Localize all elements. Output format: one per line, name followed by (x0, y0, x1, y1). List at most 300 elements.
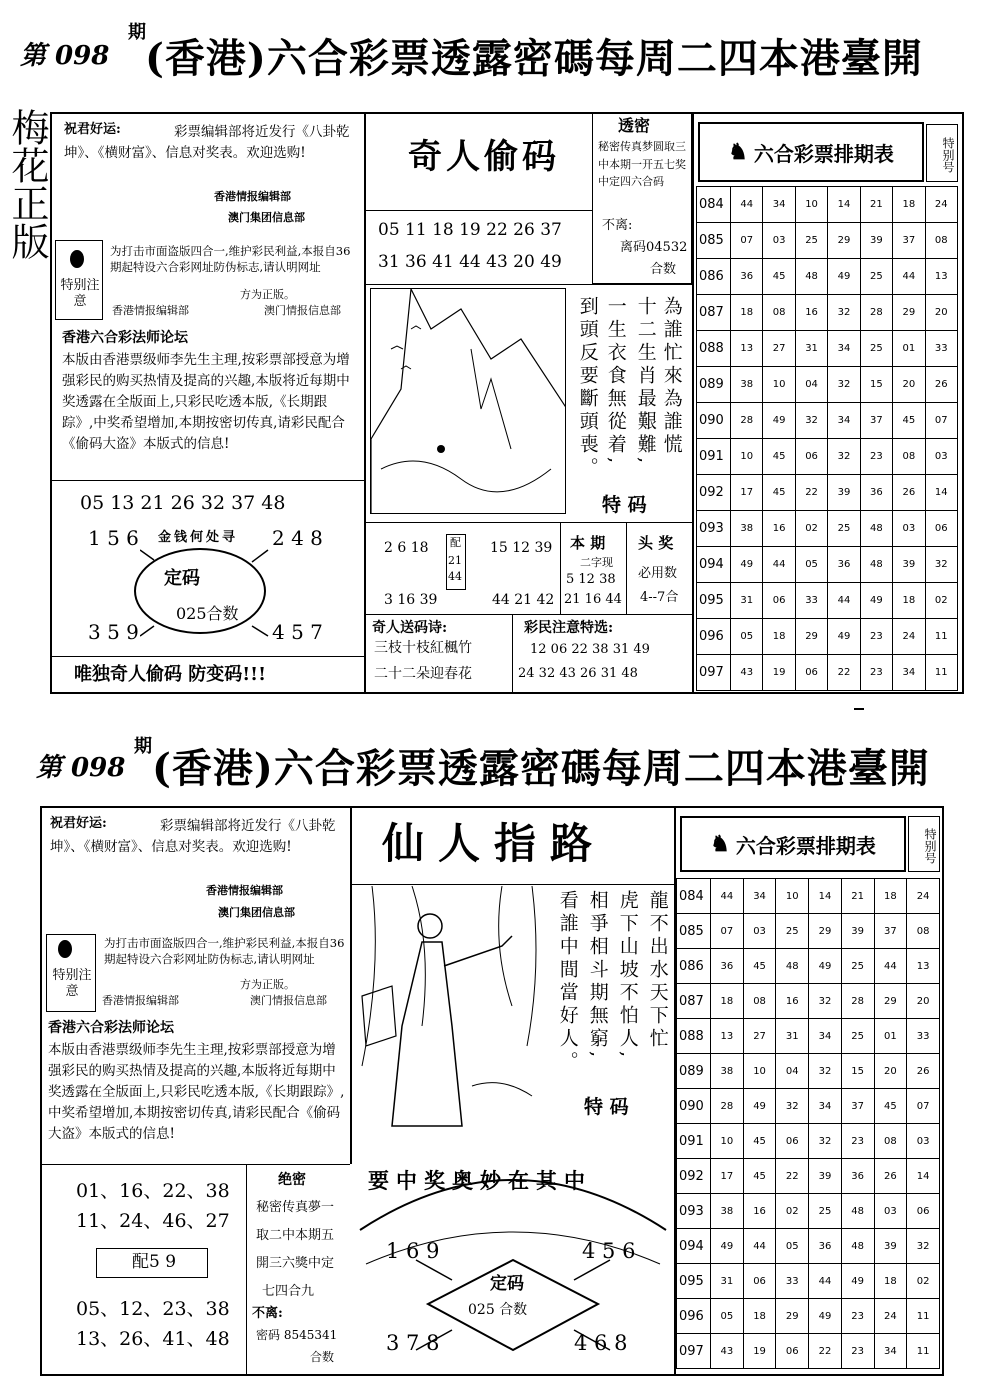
schedule-row (677, 1264, 940, 1299)
schedule-number: 05 (711, 1299, 744, 1334)
bottom-left-top-num: 1 6 9 (386, 1239, 440, 1263)
schedule-row (697, 655, 958, 691)
bottom-pei-label: 配5 9 (132, 1252, 177, 1272)
separator-mark (854, 708, 864, 710)
top-gift-divider (366, 614, 692, 615)
schedule-number: 34 (893, 655, 925, 691)
schedule-number: 48 (841, 1229, 874, 1264)
schedule-number: 22 (776, 1159, 809, 1194)
schedule-number: 25 (860, 331, 892, 367)
bottom-headline: (香港)六合彩票透露密碼每周二四本港臺開 (152, 745, 930, 792)
bottom-forum-title: 香港六合彩法师论坛 (48, 1020, 174, 1036)
schedule-number: 16 (776, 984, 809, 1019)
schedule-number: 18 (893, 187, 925, 223)
schedule-number: 06 (776, 1124, 809, 1159)
schedule-number: 08 (893, 439, 925, 475)
schedule-number: 49 (763, 403, 795, 439)
schedule-row (697, 619, 958, 655)
schedule-issue: 094 (677, 1229, 711, 1264)
schedule-number: 25 (795, 223, 827, 259)
top-toujiang-label: 头 奖 (638, 534, 674, 552)
schedule-number: 07 (925, 403, 957, 439)
schedule-row (677, 1334, 940, 1369)
schedule-number: 24 (925, 187, 957, 223)
schedule-row (697, 475, 958, 511)
schedule-number: 29 (893, 295, 925, 331)
schedule-number: 29 (874, 984, 907, 1019)
top-forum-title: 香港六合彩法师论坛 (62, 330, 188, 346)
schedule-number: 43 (711, 1334, 744, 1369)
top-mid-divider (366, 210, 592, 211)
bottom-notice-text: 为打击市面盗版四合一,维护彩民利益,本报自36期起特设六合彩网址防伪标志,请认明网址 (104, 936, 345, 966)
top-mini-top: 2 6 18 (384, 540, 429, 556)
top-title-box: 奇人偷码 (408, 137, 560, 177)
schedule-number: 49 (860, 583, 892, 619)
bottom-illustration (352, 886, 546, 1140)
schedule-number: 20 (893, 367, 925, 403)
top-left-top-num: 1 5 6 (88, 526, 139, 550)
schedule-number: 49 (828, 259, 860, 295)
bottom-left-hdiv (40, 1164, 350, 1165)
schedule-row (677, 949, 940, 984)
bottom-greeting-sign2: 澳门集团信息部 (218, 906, 295, 919)
top-mini-right-top: 15 12 39 (490, 540, 553, 556)
schedule-issue: 086 (677, 949, 711, 984)
schedule-number: 20 (907, 984, 940, 1019)
bottom-notice-sign1: 香港情报编辑部 (102, 994, 179, 1007)
top-sched-vdiv (692, 112, 694, 694)
schedule-number: 45 (763, 475, 795, 511)
schedule-number: 20 (925, 295, 957, 331)
top-notice2-title: 彩民注意特选: (524, 620, 614, 636)
schedule-number: 32 (809, 1054, 842, 1089)
schedule-number: 34 (828, 331, 860, 367)
schedule-issue: 090 (677, 1089, 711, 1124)
top-arc-text: 金钱何处寻 (158, 530, 239, 545)
schedule-number: 49 (711, 1229, 744, 1264)
top-divider-2 (50, 656, 366, 657)
schedule-number: 32 (925, 547, 957, 583)
schedule-number: 18 (874, 1264, 907, 1299)
schedule-number: 48 (860, 511, 892, 547)
top-divider-1 (50, 480, 366, 481)
schedule-number: 23 (860, 619, 892, 655)
schedule-number: 48 (841, 1194, 874, 1229)
bottom-schedule-table (676, 878, 940, 1369)
schedule-number: 13 (907, 949, 940, 984)
top-secret-title: 透密 (618, 116, 651, 135)
schedule-number: 39 (893, 547, 925, 583)
bottom-right-bottom-num: 4 6 8 (574, 1331, 628, 1355)
schedule-number: 48 (860, 547, 892, 583)
schedule-number: 07 (731, 223, 763, 259)
schedule-number: 28 (711, 1089, 744, 1124)
schedule-number: 29 (776, 1299, 809, 1334)
schedule-issue: 095 (677, 1264, 711, 1299)
schedule-number: 14 (925, 475, 957, 511)
schedule-number: 32 (776, 1089, 809, 1124)
bottom-right-top-num: 4 5 6 (582, 1239, 636, 1263)
schedule-number: 49 (731, 547, 763, 583)
top-schedule-table (696, 186, 958, 691)
schedule-number: 06 (795, 655, 827, 691)
top-schedule-title-text: 六合彩票排期表 (753, 141, 894, 166)
schedule-number: 33 (776, 1264, 809, 1299)
top-mini-mid-2: 44 (448, 570, 462, 583)
top-mini-vdiv1 (560, 522, 561, 614)
schedule-number: 23 (860, 655, 892, 691)
schedule-number: 48 (795, 259, 827, 295)
schedule-number: 39 (809, 1159, 842, 1194)
bottom-poem-col4: 看誰中間當好人。 (556, 890, 579, 1074)
schedule-number: 45 (743, 1159, 776, 1194)
top-notice2-2: 24 32 43 26 31 48 (518, 666, 638, 681)
schedule-number: 32 (809, 1124, 842, 1159)
bottom-schedule-special: 特别号 (908, 816, 940, 872)
bottom-issue-suffix: 期 (134, 736, 152, 757)
schedule-number: 03 (925, 439, 957, 475)
bottom-buli-label: 不离: (252, 1306, 283, 1321)
schedule-number: 10 (763, 367, 795, 403)
schedule-issue: 089 (697, 367, 731, 403)
schedule-number: 04 (795, 367, 827, 403)
schedule-number: 01 (874, 1019, 907, 1054)
schedule-number: 45 (874, 1089, 907, 1124)
schedule-issue: 092 (697, 475, 731, 511)
schedule-number: 34 (809, 1019, 842, 1054)
schedule-number: 02 (795, 511, 827, 547)
top-mini-right-bottom: 44 21 42 (492, 592, 555, 608)
schedule-row (677, 1054, 940, 1089)
schedule-number: 14 (828, 187, 860, 223)
top-numbers-row: 05 13 21 26 32 37 48 (80, 492, 286, 514)
top-gift-vdiv (512, 614, 513, 694)
top-special-code: 特 码 (602, 494, 647, 516)
top-mascot-icon: ♞ (728, 139, 748, 165)
schedule-number: 31 (731, 583, 763, 619)
top-mini-divider (366, 522, 692, 523)
schedule-number: 36 (731, 259, 763, 295)
schedule-number: 08 (763, 295, 795, 331)
top-mini-mid-1: 21 (448, 554, 462, 567)
schedule-number: 17 (711, 1159, 744, 1194)
bottom-buli-sub: 合数 (310, 1350, 335, 1364)
schedule-number: 22 (828, 655, 860, 691)
schedule-number: 23 (841, 1299, 874, 1334)
bottom-poem-col1: 龍不出水天下忙 (646, 890, 669, 1051)
schedule-number: 29 (828, 223, 860, 259)
schedule-number: 33 (907, 1019, 940, 1054)
schedule-number: 36 (860, 475, 892, 511)
schedule-number: 28 (841, 984, 874, 1019)
schedule-number: 19 (763, 655, 795, 691)
top-drop-icon (70, 250, 84, 268)
top-fixed-code: 定码 (164, 568, 200, 589)
top-notice-text: 为打击市面盗版四合一,维护彩民利益,本报自36期起特设六合彩网址防伪标志,请认明网址 (110, 244, 351, 274)
schedule-number: 44 (731, 187, 763, 223)
top-side-label: 梅花正版 (5, 108, 49, 260)
schedule-number: 33 (925, 331, 957, 367)
schedule-number: 39 (828, 475, 860, 511)
schedule-number: 06 (743, 1264, 776, 1299)
schedule-row (677, 1299, 940, 1334)
schedule-number: 08 (925, 223, 957, 259)
schedule-number: 23 (860, 439, 892, 475)
top-forum-text: 本版由香港票级师李先生主理,按彩票部授意为增强彩民的购买热情及提高的兴趣,本版将近每期中奖透露在全版面上,只彩民吃透本版,《长期跟踪》,中奖希望增加,本期按密切传真,请彩民配合《偷码大盗》本版式的信息! (62, 352, 350, 452)
top-notice-tail: 方为正版。 (240, 288, 295, 301)
schedule-number: 49 (743, 1089, 776, 1124)
bottom-notice-tail: 方为正版。 (240, 978, 295, 991)
schedule-row (677, 1089, 940, 1124)
schedule-number: 08 (907, 914, 940, 949)
schedule-number: 02 (776, 1194, 809, 1229)
schedule-number: 18 (893, 583, 925, 619)
schedule-row (697, 367, 958, 403)
top-right-bottom-num: 4 5 7 (272, 620, 323, 644)
schedule-number: 10 (776, 879, 809, 914)
schedule-number: 32 (828, 295, 860, 331)
schedule-number: 06 (925, 511, 957, 547)
schedule-number: 17 (731, 475, 763, 511)
top-greeting-sign2: 澳门集团信息部 (228, 211, 305, 224)
schedule-row (697, 223, 958, 259)
schedule-number: 28 (731, 403, 763, 439)
schedule-number: 26 (925, 367, 957, 403)
schedule-number: 37 (893, 223, 925, 259)
top-secret-text: 秘密传真梦圆取三中本期一开五七奖中定四六合码 (598, 140, 686, 189)
schedule-number: 16 (743, 1194, 776, 1229)
schedule-issue: 096 (697, 619, 731, 655)
schedule-number: 24 (893, 619, 925, 655)
schedule-number: 11 (925, 619, 957, 655)
schedule-number: 45 (763, 259, 795, 295)
bottom-notice-label: 特别注意 (52, 968, 92, 999)
schedule-number: 13 (711, 1019, 744, 1054)
top-greeting-title: 祝君好运: (64, 122, 121, 137)
schedule-number: 32 (828, 439, 860, 475)
bottom-arc-text: 要中奖奥妙在其中 (368, 1168, 592, 1193)
bottom-poem-col3: 相爭相斗期無窮, (586, 890, 609, 1062)
schedule-number: 44 (743, 1229, 776, 1264)
schedule-number: 14 (907, 1159, 940, 1194)
bottom-buli-code: 密码 8545341 (256, 1328, 338, 1342)
schedule-number: 25 (841, 949, 874, 984)
schedule-number: 44 (893, 259, 925, 295)
schedule-number: 10 (795, 187, 827, 223)
schedule-number: 07 (907, 1089, 940, 1124)
top-poem-col1: 為誰忙來為誰慌 (660, 296, 683, 457)
top-this-issue-1: 5 12 38 (566, 572, 616, 587)
schedule-number: 34 (874, 1334, 907, 1369)
bottom-greeting-sign1: 香港情报编辑部 (206, 884, 283, 897)
top-toujiang-val: 4--7合 (640, 590, 679, 605)
schedule-number: 36 (828, 547, 860, 583)
schedule-number: 10 (731, 439, 763, 475)
bottom-poem-col2: 虎下山坡不怕人, (616, 890, 639, 1062)
schedule-number: 43 (731, 655, 763, 691)
bottom-schedule-title-text: 六合彩票排期表 (735, 833, 876, 858)
schedule-row (697, 331, 958, 367)
schedule-issue: 089 (677, 1054, 711, 1089)
bottom-left-bottom-num: 3 7 8 (386, 1331, 440, 1355)
schedule-row (697, 403, 958, 439)
schedule-row (697, 511, 958, 547)
schedule-row (697, 187, 958, 223)
schedule-number: 36 (711, 949, 744, 984)
schedule-number: 13 (925, 259, 957, 295)
schedule-issue: 096 (677, 1299, 711, 1334)
bottom-secret-3: 開三六獎中定 (256, 1256, 335, 1271)
schedule-issue: 087 (677, 984, 711, 1019)
top-buli-code: 离码04532 (620, 240, 688, 255)
schedule-number: 27 (763, 331, 795, 367)
schedule-number: 49 (841, 1264, 874, 1299)
schedule-number: 05 (731, 619, 763, 655)
top-notice-sign2: 澳门情报信息部 (264, 304, 341, 317)
schedule-number: 29 (809, 914, 842, 949)
top-schedule-special: 特别号 (926, 124, 958, 182)
schedule-issue: 087 (697, 295, 731, 331)
schedule-number: 18 (763, 619, 795, 655)
top-issue-number: 第 098 (20, 41, 110, 71)
schedule-number: 25 (809, 1194, 842, 1229)
bottom-mascot-icon: ♞ (710, 831, 730, 857)
bottom-nums-3: 05、12、23、38 (76, 1298, 230, 1320)
schedule-number: 06 (907, 1194, 940, 1229)
schedule-number: 23 (841, 1124, 874, 1159)
schedule-issue: 085 (677, 914, 711, 949)
schedule-number: 03 (907, 1124, 940, 1159)
schedule-number: 28 (860, 295, 892, 331)
schedule-number: 37 (860, 403, 892, 439)
schedule-row (677, 914, 940, 949)
top-fixed-sub: 025合数 (176, 604, 239, 623)
schedule-number: 25 (828, 511, 860, 547)
schedule-number: 22 (795, 475, 827, 511)
top-code-line1: 05 11 18 19 22 26 37 (378, 220, 562, 240)
schedule-number: 38 (711, 1194, 744, 1229)
schedule-number: 18 (743, 1299, 776, 1334)
schedule-row (697, 547, 958, 583)
schedule-number: 03 (763, 223, 795, 259)
schedule-row (677, 984, 940, 1019)
schedule-number: 25 (841, 1019, 874, 1054)
schedule-number: 25 (860, 259, 892, 295)
bottom-schedule-title (680, 816, 906, 872)
bottom-greeting-text: 彩票编辑部将近发行《八卦乾坤》、《横财富》、信息对奖表。欢迎选购! (50, 818, 336, 855)
bottom-drop-icon (58, 940, 72, 958)
schedule-number: 34 (743, 879, 776, 914)
schedule-row (697, 583, 958, 619)
schedule-row (677, 1194, 940, 1229)
schedule-number: 24 (874, 1299, 907, 1334)
schedule-number: 39 (874, 1229, 907, 1264)
top-left-bottom-num: 3 5 9 (88, 620, 139, 644)
schedule-number: 14 (809, 879, 842, 914)
bottom-greeting-title: 祝君好运: (50, 816, 107, 831)
schedule-number: 36 (841, 1159, 874, 1194)
schedule-issue: 090 (697, 403, 731, 439)
top-greeting-text: 彩票编辑部将近发行《八卦乾坤》、《横财富》、信息对奖表。欢迎选购! (64, 124, 350, 161)
schedule-number: 03 (893, 511, 925, 547)
bottom-secret-1: 秘密传真夢一 (256, 1200, 335, 1215)
schedule-number: 34 (763, 187, 795, 223)
schedule-number: 49 (809, 949, 842, 984)
schedule-number: 44 (809, 1264, 842, 1299)
schedule-issue: 086 (697, 259, 731, 295)
schedule-issue: 091 (697, 439, 731, 475)
schedule-issue: 084 (697, 187, 731, 223)
top-art-divider (366, 284, 692, 285)
top-right-top-num: 2 4 8 (272, 526, 323, 550)
schedule-number: 13 (731, 331, 763, 367)
schedule-number: 45 (743, 1124, 776, 1159)
schedule-number: 02 (925, 583, 957, 619)
top-poem-col4: 到頭反要斷頭喪。 (576, 296, 599, 480)
bottom-forum-text: 本版由香港票级师李先生主理,按彩票部授意为增强彩民的购买热情及提高的兴趣,本版将近每期中奖透露在全版面上,只彩民吃透本版,《长期跟踪》,中奖希望增加,本期按密切传真,请彩民配合《偷码大盗》本版式的信息! (48, 1042, 345, 1142)
schedule-number: 11 (907, 1299, 940, 1334)
schedule-issue: 093 (677, 1194, 711, 1229)
schedule-row (697, 295, 958, 331)
top-gift-1: 三枝十枝紅楓竹 (374, 640, 472, 656)
schedule-number: 34 (809, 1089, 842, 1124)
schedule-number: 45 (763, 439, 795, 475)
schedule-number: 06 (795, 439, 827, 475)
schedule-row (697, 259, 958, 295)
schedule-row (677, 1019, 940, 1054)
top-notice-sign1: 香港情报编辑部 (112, 304, 189, 317)
schedule-number: 31 (795, 331, 827, 367)
schedule-number: 08 (874, 1124, 907, 1159)
schedule-number: 37 (841, 1089, 874, 1124)
schedule-number: 03 (874, 1194, 907, 1229)
schedule-number: 01 (893, 331, 925, 367)
schedule-number: 15 (860, 367, 892, 403)
top-slogan: 唯独奇人偷码 防变码!!! (74, 664, 266, 685)
top-schedule-title (698, 122, 924, 182)
schedule-number: 11 (907, 1334, 940, 1369)
schedule-number: 25 (776, 914, 809, 949)
bottom-issue-number: 第 098 (36, 753, 126, 783)
schedule-number: 32 (809, 984, 842, 1019)
schedule-number: 05 (795, 547, 827, 583)
bottom-nums-2: 11、24、46、27 (76, 1210, 230, 1232)
schedule-number: 34 (828, 403, 860, 439)
top-issue-suffix: 期 (128, 22, 146, 43)
schedule-number: 16 (795, 295, 827, 331)
schedule-issue: 093 (697, 511, 731, 547)
schedule-row (677, 1229, 940, 1264)
bottom-notice-sign2: 澳门情报信息部 (250, 994, 327, 1007)
schedule-number: 23 (841, 1334, 874, 1369)
top-notice-label: 特别注意 (60, 278, 100, 309)
schedule-number: 48 (776, 949, 809, 984)
schedule-number: 49 (828, 619, 860, 655)
schedule-issue: 084 (677, 879, 711, 914)
bottom-secret-2: 取二中本期五 (256, 1228, 335, 1243)
bottom-nums-4: 13、26、41、48 (76, 1328, 230, 1350)
top-buli-sub: 合数 (650, 262, 677, 277)
top-buli-label: 不离: (602, 218, 633, 233)
schedule-number: 15 (841, 1054, 874, 1089)
schedule-issue: 092 (677, 1159, 711, 1194)
top-this-issue-2: 21 16 44 (564, 592, 622, 607)
schedule-number: 44 (711, 879, 744, 914)
schedule-number: 22 (809, 1334, 842, 1369)
schedule-number: 44 (874, 949, 907, 984)
schedule-number: 45 (743, 949, 776, 984)
bottom-title-box: 仙人指路 (382, 819, 607, 868)
